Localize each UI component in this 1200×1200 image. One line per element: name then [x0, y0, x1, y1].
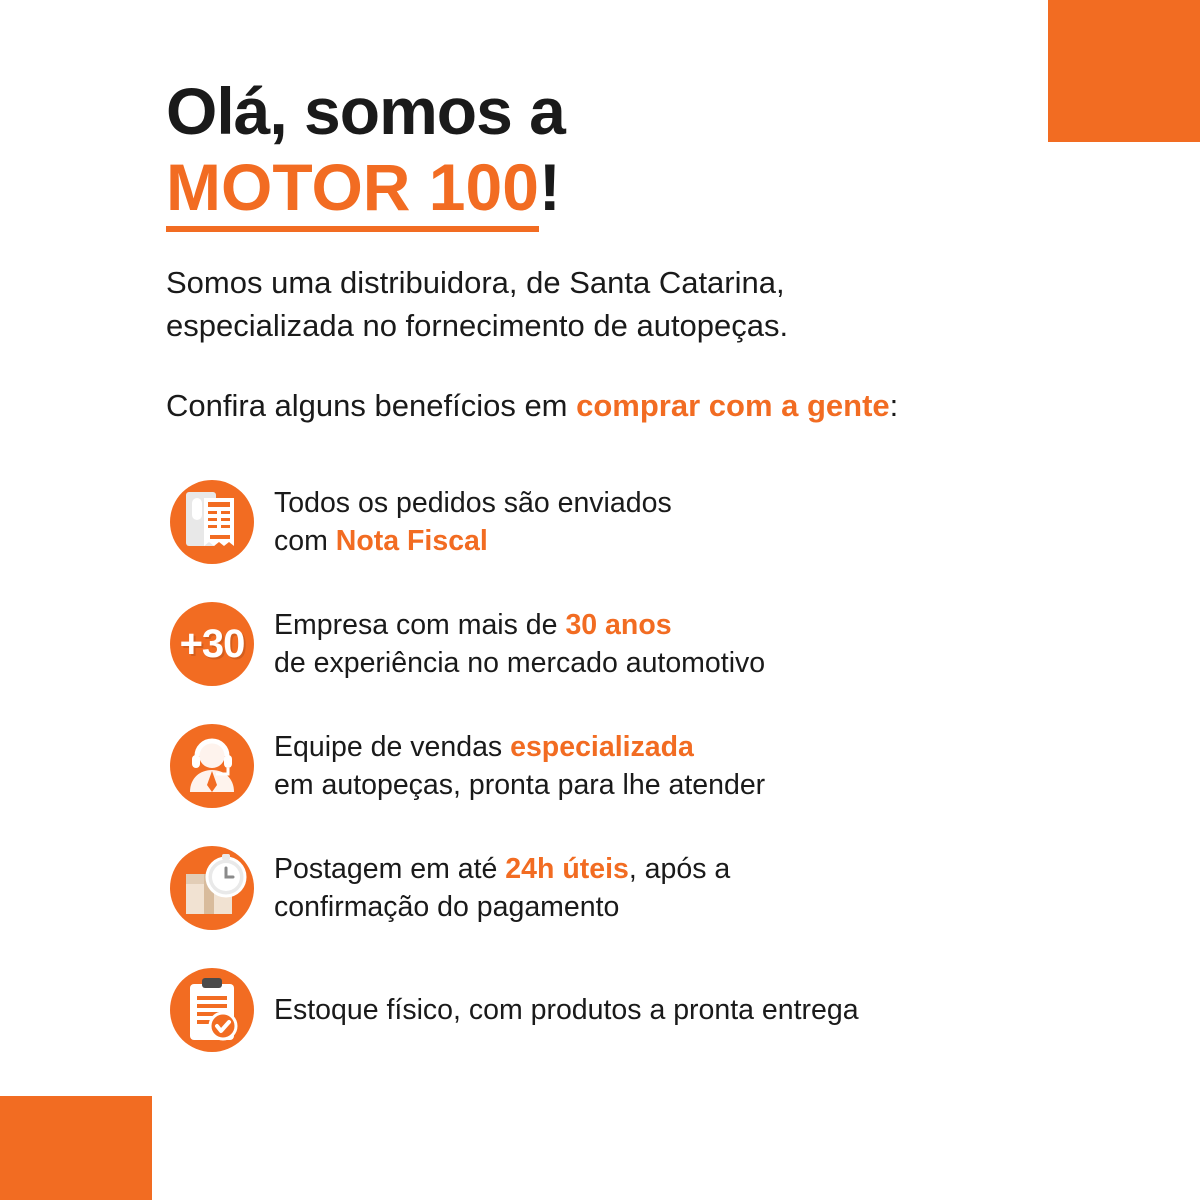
benefit-line-2: de experiência no mercado automotivo — [274, 647, 766, 679]
benefit-line-2-prefix: com — [274, 525, 336, 557]
box-stopwatch-glyph — [170, 846, 254, 930]
plus-thirty-badge-icon — [166, 598, 258, 690]
brand-name: MOTOR 100 — [166, 150, 539, 232]
list-item-text — [274, 850, 730, 927]
badge-label: +30 — [179, 621, 245, 666]
list-item — [166, 714, 1126, 818]
list-item — [166, 592, 1126, 696]
list-item-text — [274, 728, 765, 805]
brand-exclamation: ! — [538, 150, 561, 224]
list-item-text — [274, 991, 859, 1029]
receipt-icon — [166, 476, 258, 568]
benefit-line-1-prefix: Postagem em até — [274, 852, 506, 885]
headset-agent-glyph — [170, 724, 254, 808]
list-item — [166, 470, 1126, 574]
intro-line-1: Somos uma distribuidora, de Santa Catarina, — [166, 265, 785, 300]
clipboard-check-icon — [166, 964, 258, 1056]
bottom-left-accent-block — [0, 1096, 152, 1200]
benefits-heading — [166, 388, 1096, 424]
benefits-heading-suffix: : — [889, 387, 899, 423]
headset-agent-icon — [166, 720, 258, 812]
receipt-glyph — [170, 480, 254, 564]
benefit-line-1-prefix: Empresa com mais de — [274, 608, 566, 641]
benefits-list — [166, 470, 1126, 1080]
benefit-line-2: confirmação do pagamento — [274, 891, 620, 923]
benefit-line-1-highlight: especializada — [510, 730, 694, 763]
benefits-heading-highlight: comprar com a gente — [576, 387, 890, 423]
benefit-line-2-highlight: Nota Fiscal — [335, 525, 488, 557]
page-title-brand — [166, 150, 561, 224]
benefit-line-1-prefix: Equipe de vendas — [274, 730, 511, 763]
list-item-text — [274, 484, 672, 561]
intro-line-2: especializada no fornecimento de autopeças. — [166, 307, 789, 343]
benefits-heading-prefix: Confira alguns benefícios em — [166, 387, 577, 423]
list-item — [166, 958, 1126, 1062]
intro-paragraph — [166, 262, 1096, 348]
benefit-line-1: Todos os pedidos são enviados — [274, 486, 672, 519]
list-item — [166, 836, 1126, 940]
box-stopwatch-icon — [166, 842, 258, 934]
header-block — [166, 74, 1096, 424]
list-item-text — [274, 606, 765, 683]
benefit-line-1: Estoque físico, com produtos a pronta entrega — [274, 993, 859, 1026]
page-title-greeting: Olá, somos a — [166, 74, 565, 148]
clipboard-check-glyph — [170, 968, 254, 1052]
benefit-line-1-highlight: 30 anos — [565, 608, 672, 641]
benefit-line-1-suffix: , após a — [628, 852, 731, 885]
benefit-line-1-highlight: 24h úteis — [505, 852, 629, 885]
benefit-line-2: em autopeças, pronta para lhe atender — [274, 769, 766, 801]
